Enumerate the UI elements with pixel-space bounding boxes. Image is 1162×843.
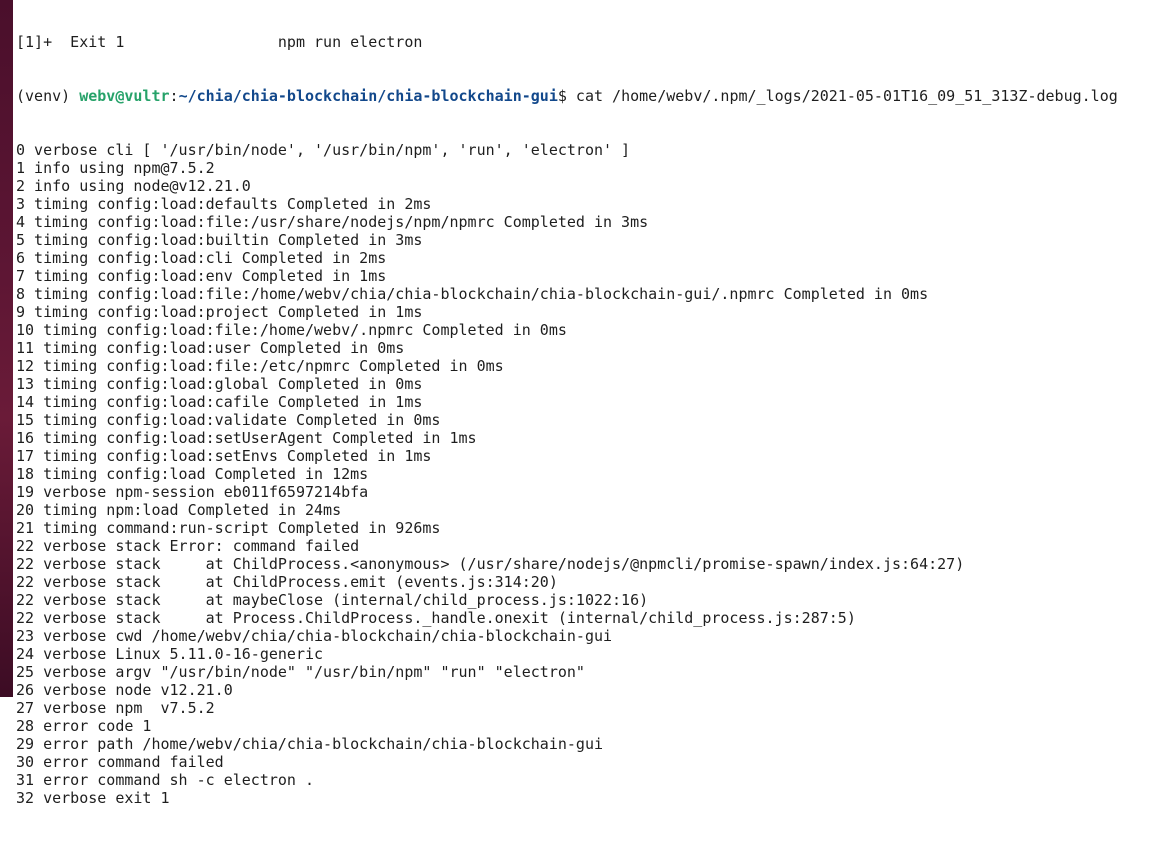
terminal-output[interactable] <box>16 0 1118 843</box>
terminal-window[interactable] <box>13 0 1162 807</box>
prompt-symbol: $ <box>557 87 576 105</box>
log-line: 14 timing config:load:cafile Completed in 1ms <box>16 393 423 411</box>
log-line: 1 info using npm@7.5.2 <box>16 159 215 177</box>
desktop-background-edge <box>0 0 13 697</box>
log-line: 12 timing config:load:file:/etc/npmrc Completed in 0ms <box>16 357 504 375</box>
log-line: 26 verbose node v12.21.0 <box>16 681 233 699</box>
log-line: 2 info using node@v12.21.0 <box>16 177 251 195</box>
log-line: 20 timing npm:load Completed in 24ms <box>16 501 342 519</box>
venv-indicator: (venv) <box>16 87 80 105</box>
prompt-line <box>16 87 1118 105</box>
log-line: 3 timing config:load:defaults Completed in 2ms <box>16 195 432 213</box>
log-line: 25 verbose argv "/usr/bin/node" "/usr/bin/npm" "run" "electron" <box>16 663 585 681</box>
log-line: 6 timing config:load:cli Completed in 2ms <box>16 249 387 267</box>
log-line: 19 verbose npm-session eb011f6597214bfa <box>16 483 369 501</box>
log-line: 4 timing config:load:file:/usr/share/nodejs/npm/npmrc Completed in 3ms <box>16 213 649 231</box>
log-line: 22 verbose stack at ChildProcess.emit (events.js:314:20) <box>16 573 558 591</box>
log-line: 28 error code 1 <box>16 717 152 735</box>
log-line: 18 timing config:load Completed in 12ms <box>16 465 369 483</box>
job-status-line: [1]+ Exit 1 npm run electron <box>16 33 423 51</box>
log-line: 22 verbose stack at Process.ChildProcess._handle.onexit (internal/child_process.js:287:5) <box>16 609 856 627</box>
log-line: 13 timing config:load:global Completed in 0ms <box>16 375 423 393</box>
log-line: 31 error command sh -c electron . <box>16 771 315 789</box>
log-line: 5 timing config:load:builtin Completed in 3ms <box>16 231 423 249</box>
log-line: 11 timing config:load:user Completed in 0ms <box>16 339 405 357</box>
log-line: 10 timing config:load:file:/home/webv/.npmrc Completed in 0ms <box>16 321 567 339</box>
prompt-separator: : <box>169 87 179 105</box>
log-line: 9 timing config:load:project Completed in 1ms <box>16 303 423 321</box>
log-line: 22 verbose stack Error: command failed <box>16 537 360 555</box>
log-line: 24 verbose Linux 5.11.0-16-generic <box>16 645 324 663</box>
log-line: 30 error command failed <box>16 753 224 771</box>
log-line: 23 verbose cwd /home/webv/chia/chia-blockchain/chia-blockchain-gui <box>16 627 613 645</box>
log-line: 21 timing command:run-script Completed in 926ms <box>16 519 441 537</box>
log-line: 17 timing config:load:setEnvs Completed in 1ms <box>16 447 432 465</box>
log-line: 29 error path /home/webv/chia/chia-blockchain/chia-blockchain-gui <box>16 735 603 753</box>
prompt-user-host: webv@vultr <box>79 87 170 105</box>
prompt-cwd: ~/chia/chia-blockchain/chia-blockchain-gui <box>178 87 558 105</box>
log-line: 27 verbose npm v7.5.2 <box>16 699 215 717</box>
log-line: 16 timing config:load:setUserAgent Completed in 1ms <box>16 429 477 447</box>
log-line: 32 verbose exit 1 <box>16 789 170 807</box>
log-line: 22 verbose stack at maybeClose (internal/child_process.js:1022:16) <box>16 591 649 609</box>
log-line: 15 timing config:load:validate Completed in 0ms <box>16 411 441 429</box>
log-line: 0 verbose cli [ '/usr/bin/node', '/usr/bin/npm', 'run', 'electron' ] <box>16 141 631 159</box>
log-line: 22 verbose stack at ChildProcess.<anonymous> (/usr/share/nodejs/@npmcli/promise-spawn/index.js:64:27) <box>16 555 965 573</box>
log-line: 8 timing config:load:file:/home/webv/chia/chia-blockchain/chia-blockchain-gui/.npmrc Completed in 0ms <box>16 285 929 303</box>
log-output <box>16 141 1118 807</box>
prompt-command: cat /home/webv/.npm/_logs/2021-05-01T16_09_51_313Z-debug.log <box>575 87 1118 105</box>
log-line: 7 timing config:load:env Completed in 1ms <box>16 267 387 285</box>
